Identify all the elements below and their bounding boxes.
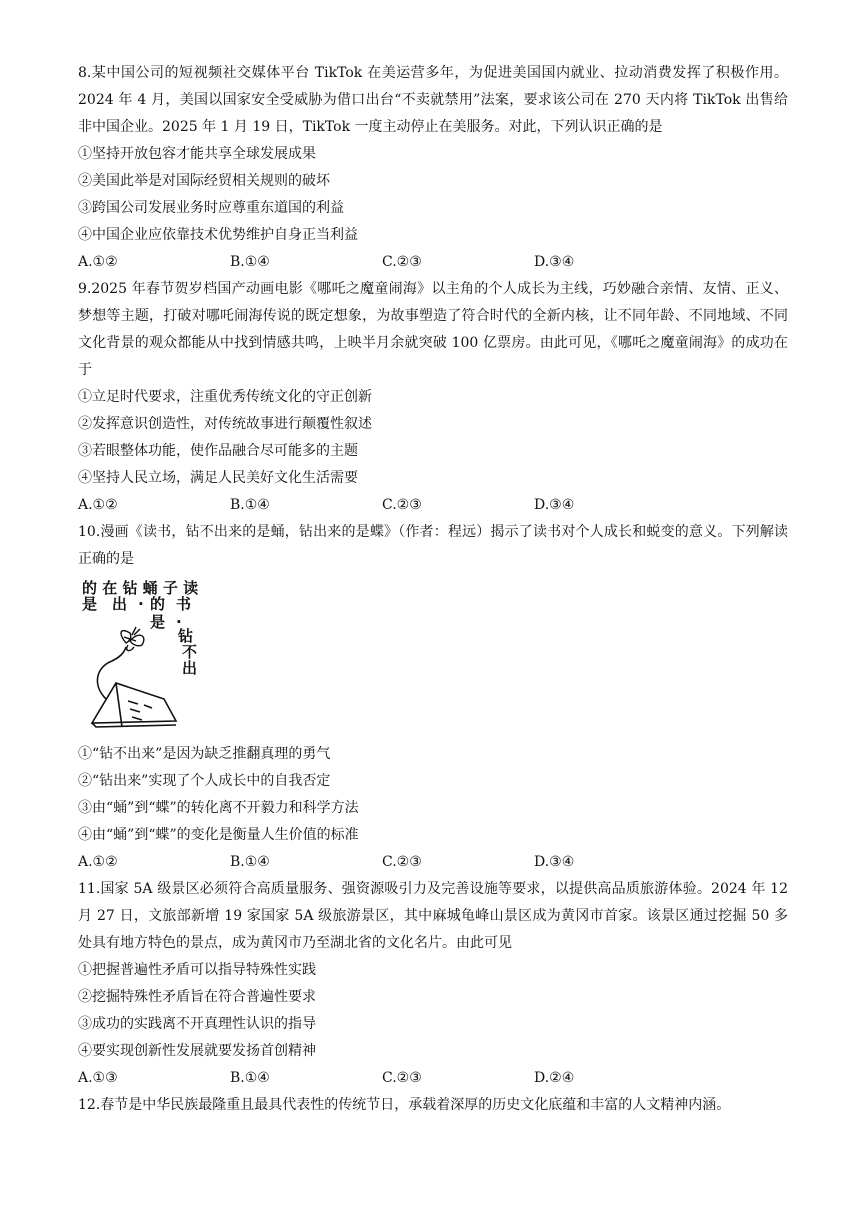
choice-d: D.③④ bbox=[534, 254, 575, 270]
choice-b: B.①④ bbox=[230, 1070, 270, 1086]
choice-b: B.①④ bbox=[230, 254, 270, 270]
svg-text:钻: 钻 bbox=[178, 627, 194, 645]
option-2: ②“钻出来”实现了个人成长中的自我否定 bbox=[78, 773, 331, 789]
svg-text:·: · bbox=[176, 613, 182, 631]
svg-text:是: 是 bbox=[82, 595, 98, 613]
choice-a: A.①③ bbox=[78, 1070, 118, 1086]
question-10 bbox=[78, 519, 788, 876]
option-3: ③由“蛹”到“蝶”的转化离不开毅力和科学方法 bbox=[78, 800, 359, 816]
choice-d: D.②④ bbox=[534, 1070, 575, 1086]
answer-choices bbox=[78, 249, 788, 276]
option-4: ④坚持人民立场，满足人民美好文化生活需要 bbox=[78, 470, 358, 486]
choice-a: A.①② bbox=[78, 497, 118, 513]
choice-d: D.③④ bbox=[534, 854, 575, 870]
question-stem: 8.某中国公司的短视频社交媒体平台 TikTok 在美运营多年，为促进美国国内就业、拉动消费发挥了积极作用。2024 年 4 月，美国以国家安全受威胁为借口出台“不卖就禁用”法案，要求该公司在 270 天内将 TikTok 出售给非中国企业。2025 年 1 月 19 日，TikTok 一度主动停止在美服务。对此，下列认识正确的是 bbox=[78, 65, 788, 135]
svg-text:不: 不 bbox=[182, 643, 198, 661]
option-3: ③跨国公司发展业务时应尊重东道国的利益 bbox=[78, 200, 344, 216]
choice-c: C.②③ bbox=[382, 497, 422, 513]
question-stem: 9.2025 年春节贺岁档国产动画电影《哪吒之魔童闹海》以主角的个人成长为主线，巧妙融合亲情、友情、正义、梦想等主题，打破对哪吒闹海传说的既定想象，为故事塑造了符合时代的全新内核，让不同年龄、不同地域、不同文化背景的观众都能从中找到情感共鸣，上映半月余就突破 100 亿票房。由此可见，《哪吒之魔童闹海》的成功在于 bbox=[78, 281, 788, 378]
answer-choices bbox=[78, 1065, 788, 1092]
choice-d: D.③④ bbox=[534, 497, 575, 513]
book-icon bbox=[92, 683, 176, 727]
question-8 bbox=[78, 60, 788, 276]
question-stem: 10.漫画《读书，钻不出来的是蛹，钻出来的是蝶》（作者：程远）揭示了读书对个人成长和蜕变的意义。下列解读正确的是 bbox=[78, 524, 788, 567]
option-4: ④中国企业应依靠技术优势维护自身正当利益 bbox=[78, 227, 358, 243]
question-stem: 12.春节是中华民族最隆重且最具代表性的传统节日，承载着深厚的历史文化底蕴和丰富的人文精神内涵。 bbox=[78, 1097, 731, 1113]
option-4: ④由“蛹”到“蝶”的变化是衡量人生价值的标准 bbox=[78, 827, 359, 843]
question-12 bbox=[78, 1092, 788, 1119]
choice-c: C.②③ bbox=[382, 854, 422, 870]
svg-text:书: 书 bbox=[176, 595, 192, 613]
option-1: ①把握普遍性矛盾可以指导特殊性实践 bbox=[78, 962, 316, 978]
svg-text:出: 出 bbox=[182, 659, 198, 677]
choice-b: B.①④ bbox=[230, 497, 270, 513]
option-2: ②挖掘特殊性矛盾旨在符合普遍性要求 bbox=[78, 989, 316, 1005]
option-3: ③若眼整体功能，使作品融合尽可能多的主题 bbox=[78, 443, 358, 459]
svg-text:的: 的 bbox=[150, 595, 166, 613]
cartoon-image bbox=[78, 575, 202, 731]
option-2: ②发挥意识创造性，对传统故事进行颠覆性叙述 bbox=[78, 416, 372, 432]
option-3: ③成功的实践离不开真理性认识的指导 bbox=[78, 1016, 316, 1032]
svg-text:的 在 钻 蛹 子 读: 的 在 钻 蛹 子 读 bbox=[82, 579, 199, 597]
svg-text:是: 是 bbox=[150, 613, 166, 631]
option-1: ①坚持开放包容才能共享全球发展成果 bbox=[78, 146, 316, 162]
butterfly-icon bbox=[121, 627, 144, 651]
choice-a: A.①② bbox=[78, 854, 118, 870]
exam-page bbox=[78, 60, 788, 1119]
answer-choices bbox=[78, 492, 788, 519]
answer-choices bbox=[78, 849, 788, 876]
question-9 bbox=[78, 276, 788, 519]
svg-text:出: 出 bbox=[112, 595, 128, 613]
choice-b: B.①④ bbox=[230, 854, 270, 870]
question-stem: 11.国家 5A 级景区必须符合高质量服务、强资源吸引力及完善设施等要求，以提供高品质旅游体验。2024 年 12 月 27 日，文旅部新增 19 家国家 5A 级旅游景区，其中麻城龟峰山景区成为黄冈市首家。该景区通过挖掘 50 多处具有地方特色的景点，成为黄冈市乃至湖北省的文化名片。由此可见 bbox=[78, 881, 788, 951]
option-1: ①立足时代要求，注重优秀传统文化的守正创新 bbox=[78, 389, 372, 405]
option-4: ④要实现创新性发展就要发扬首创精神 bbox=[78, 1043, 316, 1059]
choice-a: A.①② bbox=[78, 254, 118, 270]
option-2: ②美国此举是对国际经贸相关规则的破坏 bbox=[78, 173, 330, 189]
svg-text:·: · bbox=[138, 595, 144, 613]
choice-c: C.②③ bbox=[382, 254, 422, 270]
question-11 bbox=[78, 876, 788, 1092]
option-1: ①“钻不出来”是因为缺乏推翻真理的勇气 bbox=[78, 746, 331, 762]
choice-c: C.②③ bbox=[382, 1070, 422, 1086]
